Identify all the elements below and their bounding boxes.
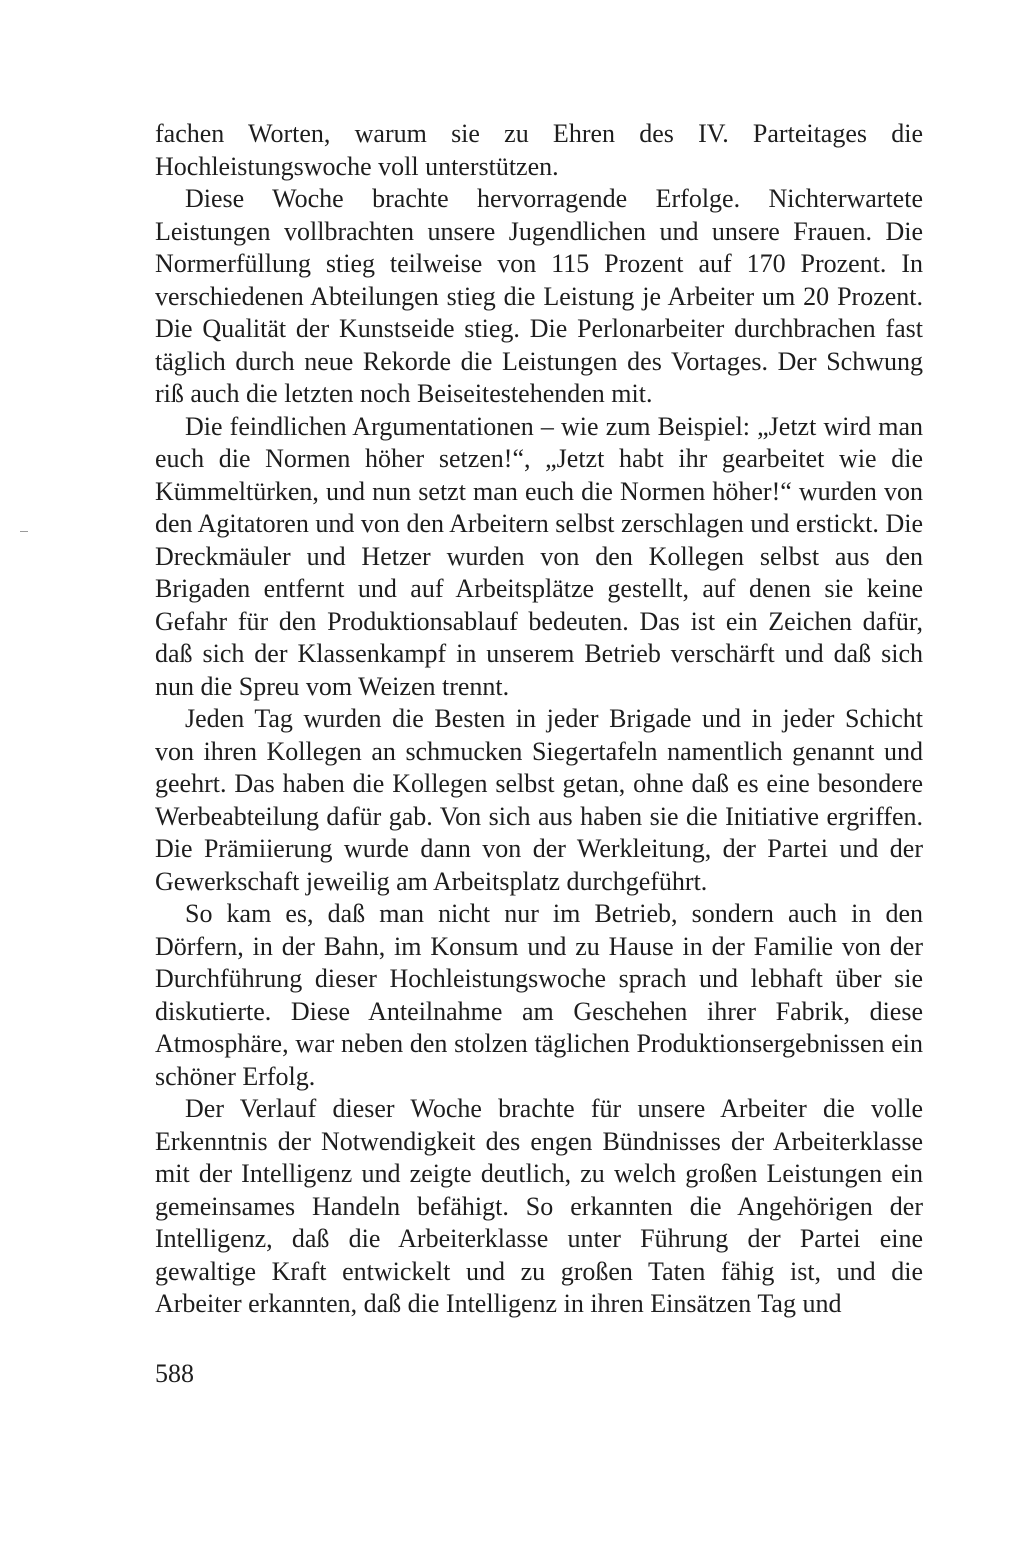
paragraph-alliance: Der Verlauf dieser Woche brachte für unsere Arbeiter die volle Erkenntnis der Notwendigkeit des engen Bündnisses der Arbeiterklasse mit der Intelligenz und zeigte deutlich, zu welch großen Leistungen ein gemeinsames Handeln befähigt. So erkannten die Angehörigen der Intelligenz, daß die Arbeiterklasse unter Führung der Partei eine gewaltige Kraft entwickelt und zu großen Taten fähig ist, und die Arbeiter erkannten, daß die Intelligenz in ihren Einsätzen Tag und	[155, 1094, 923, 1318]
paragraph-results: Diese Woche brachte hervorragende Erfolge. Nichterwartete Leistungen vollbrachten unsere Jugendlichen und unsere Frauen. Die Normerfüllung stieg teilweise von 115 Prozent auf 170 Prozent. In verschiedenen Abteilungen stieg die Leistung je Arbeiter um 20 Prozent. Die Qualität der Kunstseide stieg. Die Perlonarbeiter durchbrachen fast täglich durch neue Rekorde die Leistungen des Vortages. Der Schwung riß auch die letzten noch Beiseitestehenden mit.	[155, 184, 923, 408]
paragraph-continuation: fachen Worten, warum sie zu Ehren des IV. Parteitages die Hochleistungswoche voll unterstützen.	[155, 119, 923, 181]
paragraph-honors: Jeden Tag wurden die Besten in jeder Brigade und in jeder Schicht von ihren Kollegen an schmucken Siegertafeln namentlich genannt und geehrt. Das haben die Kollegen selbst getan, ohne daß es eine besondere Werbeabteilung dafür gab. Von sich aus haben sie die Initiative ergriffen. Die Prämiierung wurde dann von der Werkleitung, der Partei und der Gewerkschaft jeweilig am Arbeitsplatz durchgeführt.	[155, 704, 923, 896]
page-number: 588	[155, 1359, 194, 1388]
paragraph-arguments: Die feindlichen Argumentationen – wie zum Beispiel: „Jetzt wird man euch die Normen höher setzen!“, „Jetzt habt ihr gearbeitet wie die Kümmeltürken, und nun setzt man euch die Normen höher!“ wurden von den Agitatoren und von den Arbeitern selbst zerschlagen und erstickt. Die Dreckmäuler und Hetzer wurden von den Kollegen selbst aus den Brigaden entfernt und auf Arbeitsplätze gestellt, auf denen sie keine Gefahr für den Produktionsablauf bedeuten. Das ist ein Zeichen dafür, daß sich der Klassenkampf in unserem Betrieb verschärft und daß sich nun die Spreu vom Weizen trennt.	[155, 411, 923, 701]
margin-mark	[20, 531, 28, 532]
paragraph-atmosphere: So kam es, daß man nicht nur im Betrieb, sondern auch in den Dörfern, in der Bahn, im Konsum und zu Hause in der Familie von der Durchführung dieser Hochleistungswoche sprach und lebhaft über sie diskutierte. Diese Anteilnahme am Geschehen ihrer Fabrik, diese Atmosphäre, war neben den stolzen täglichen Produktionsergebnissen ein schöner Erfolg.	[155, 899, 923, 1091]
page-body	[155, 118, 923, 1321]
